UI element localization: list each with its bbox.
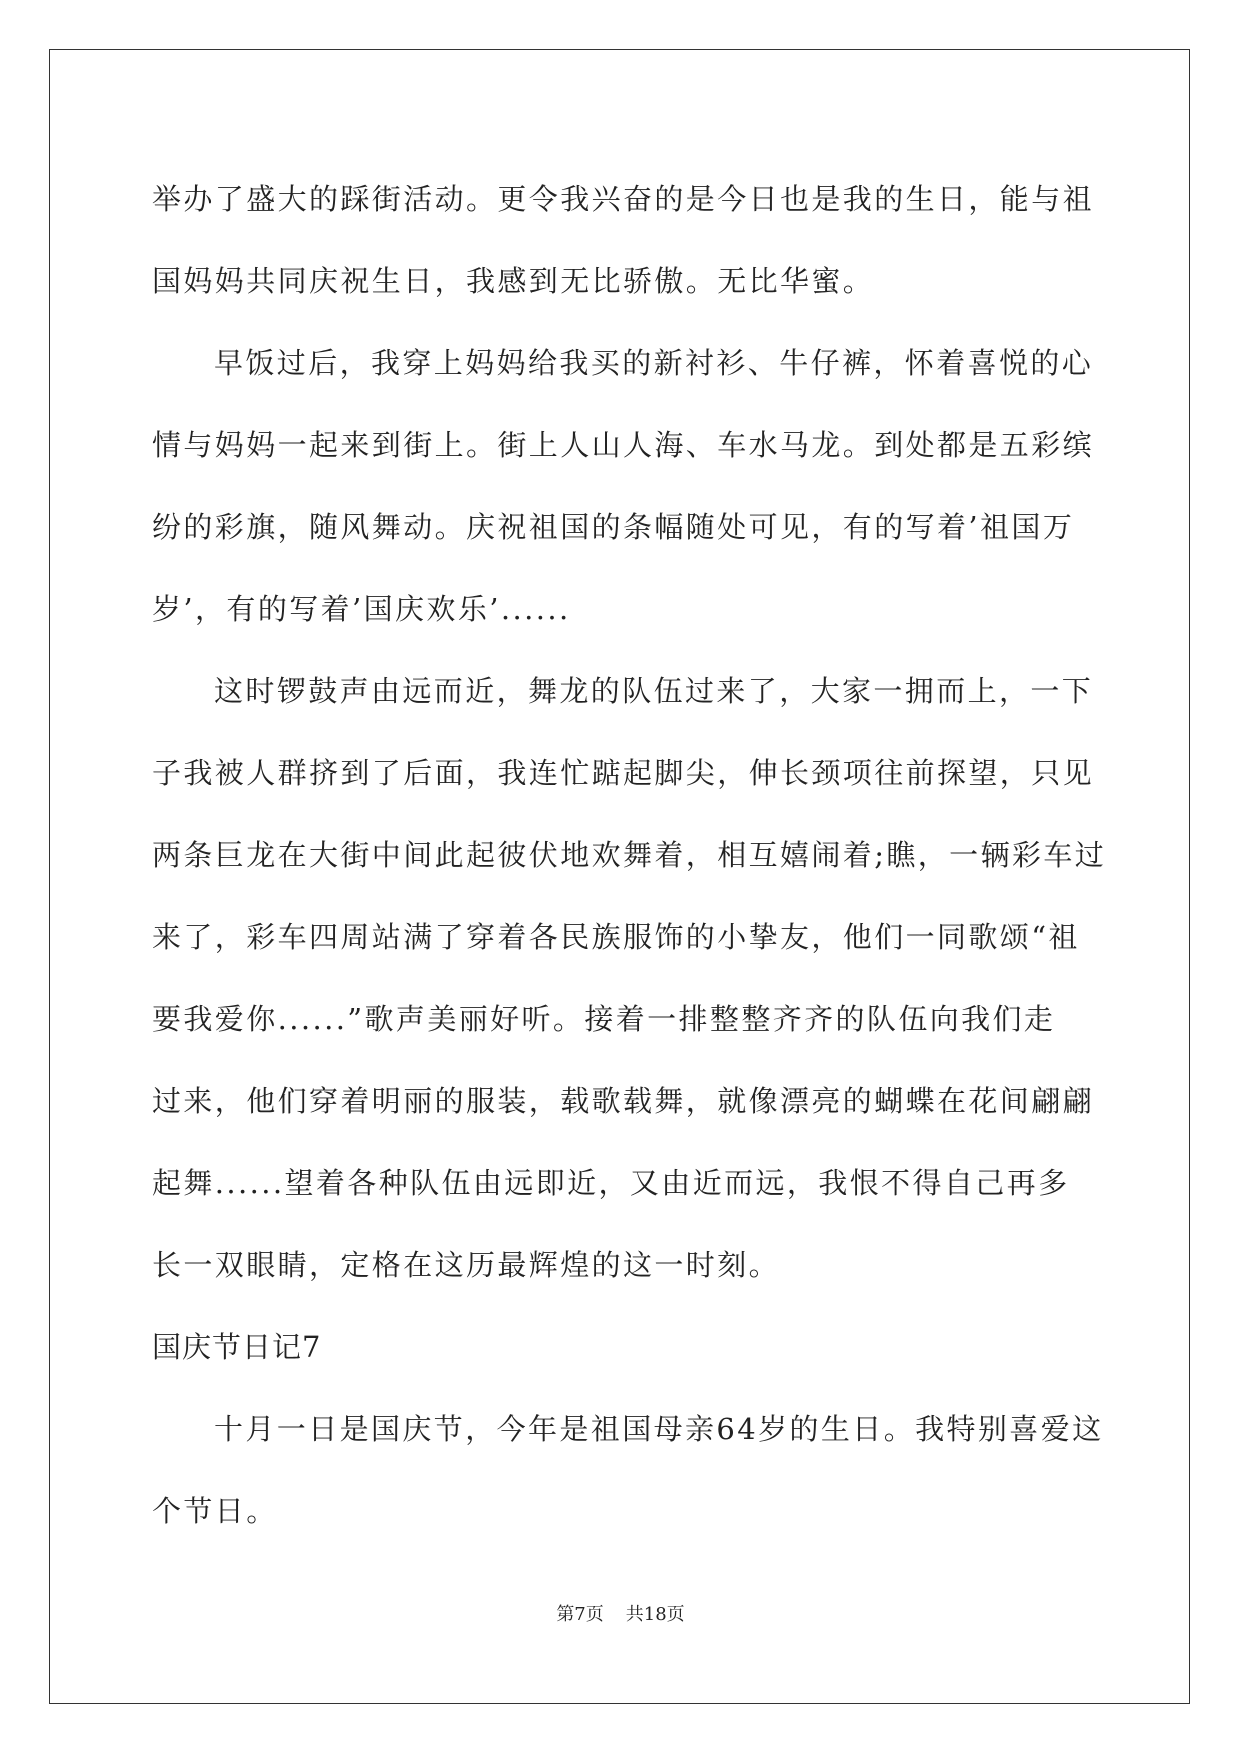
paragraph-3-line-5: 要我爱你......”歌声美丽好听。接着一排整整齐齐的队伍向我们走 bbox=[152, 1002, 1056, 1036]
paragraph-3-line-3: 两条巨龙在大街中间此起彼伏地欢舞着，相互嬉闹着;瞧，一辆彩车过 bbox=[152, 838, 1107, 872]
document-body bbox=[152, 158, 1107, 1552]
section-heading: 国庆节日记7 bbox=[152, 1330, 322, 1364]
page-footer bbox=[0, 1603, 1241, 1627]
paragraph-4-line-1: 十月一日是国庆节，今年是祖国母亲64岁的生日。我特别喜爱这 bbox=[214, 1412, 1104, 1446]
paragraph-3-line-2: 子我被人群挤到了后面，我连忙踮起脚尖，伸长颈项往前探望，只见 bbox=[152, 756, 1095, 790]
paragraph-3-line-6: 过来，他们穿着明丽的服装，载歌载舞，就像漂亮的蝴蝶在花间翩翩 bbox=[152, 1084, 1095, 1118]
paragraph-2-line-3: 纷的彩旗，随风舞动。庆祝祖国的条幅随处可见，有的写着’祖国万 bbox=[152, 510, 1075, 544]
paragraph-1-line-1: 举办了盛大的踩街活动。更令我兴奋的是今日也是我的生日，能与祖 bbox=[152, 182, 1095, 216]
paragraph-3-line-1: 这时锣鼓声由远而近，舞龙的队伍过来了，大家一拥而上，一下 bbox=[214, 674, 1094, 708]
paragraph-3-line-4: 来了，彩车四周站满了穿着各民族服饰的小挚友，他们一同歌颂“祖 bbox=[152, 920, 1080, 954]
paragraph-2-line-2: 情与妈妈一起来到街上。街上人山人海、车水马龙。到处都是五彩缤 bbox=[152, 428, 1095, 462]
paragraph-3-line-8: 长一双眼睛，定格在这历最辉煌的这一时刻。 bbox=[152, 1248, 781, 1282]
paragraph-4-line-2: 个节日。 bbox=[152, 1494, 278, 1528]
paragraph-1-line-2: 国妈妈共同庆祝生日，我感到无比骄傲。无比华蜜。 bbox=[152, 264, 875, 298]
paragraph-2-line-1: 早饭过后，我穿上妈妈给我买的新衬衫、牛仔裤，怀着喜悦的心 bbox=[214, 346, 1094, 380]
page-total: 共18页 bbox=[625, 1604, 685, 1625]
paragraph-3-line-7: 起舞......望着各种队伍由远即近，又由近而远，我恨不得自己再多 bbox=[152, 1166, 1070, 1200]
page-number: 第7页 bbox=[556, 1604, 604, 1625]
paragraph-2-line-4: 岁’，有的写着’国庆欢乐’...... bbox=[152, 592, 571, 626]
